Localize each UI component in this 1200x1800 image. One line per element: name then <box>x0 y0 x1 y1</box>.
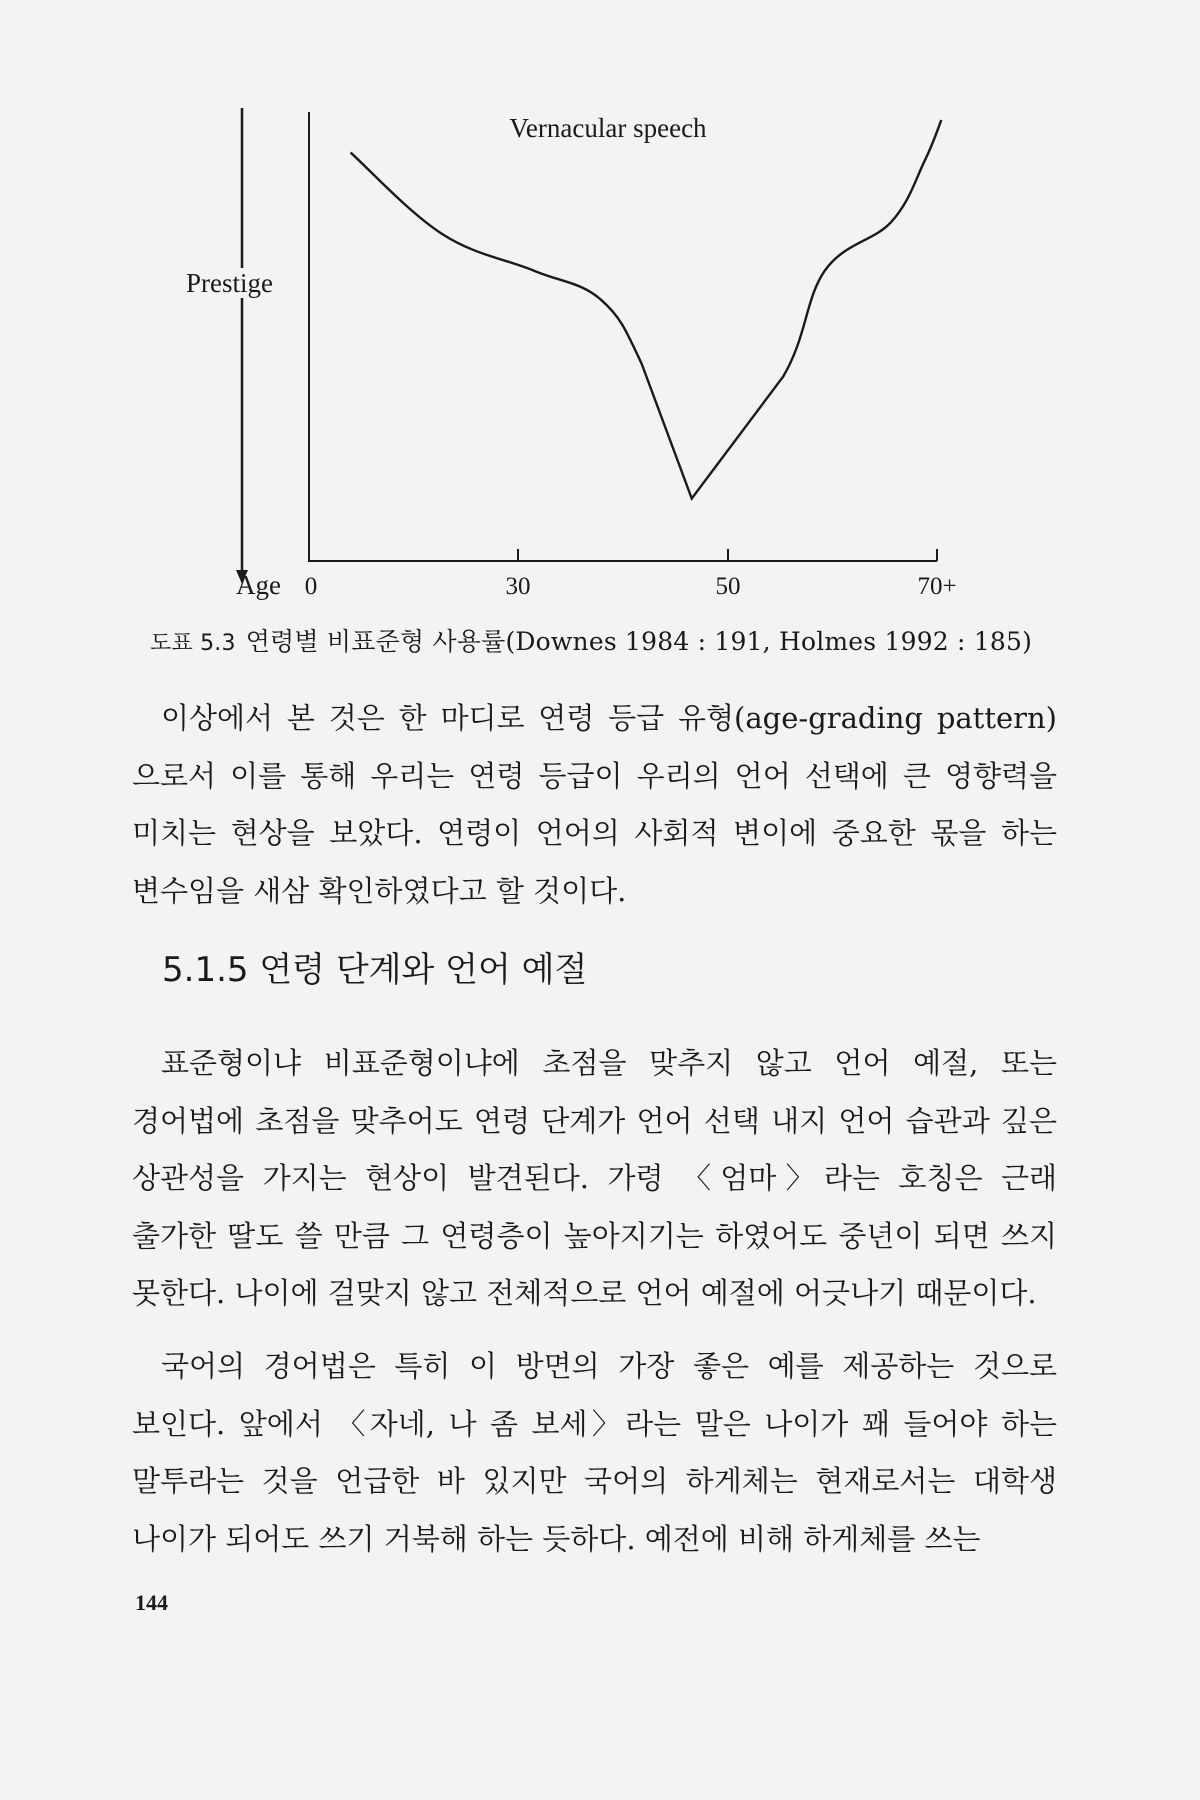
x-ticks <box>305 549 957 600</box>
figure-caption <box>150 622 1050 658</box>
section-heading: 5.1.5 연령 단계와 언어 예절 <box>162 950 588 990</box>
page-number: 144 <box>135 1590 168 1615</box>
caption-label: 도표 5.3 <box>150 631 236 656</box>
x-tick-label: 30 <box>505 573 531 600</box>
paragraph-3 <box>132 1338 1057 1568</box>
x-tick-label: 0 <box>304 573 318 600</box>
x-axis-label: Age <box>236 570 281 600</box>
chart-title: Vernacular speech <box>509 113 707 143</box>
paragraph-3-text: 국어의 경어법은 특히 이 방면의 가장 좋은 예를 제공하는 것으로 보인다. 앞에서 〈자네, 나 좀 보세〉라는 말은 나이가 꽤 들어야 하는 말투라는 것을 언급한 바 있지만 국어의 하게체는 현재로서는 대학생 나이가 되어도 쓰기 거북해 하는 듯하다. 예전에 비해 하게체를 쓰는 <box>132 1349 1057 1556</box>
paragraph-1-text: 이상에서 본 것은 한 마디로 연령 등급 유형(age-grading pattern)으로서 이를 통해 우리는 연령 등급이 우리의 언어 선택에 큰 영향력을 미치는 현상을 보았다. 연령이 언어의 사회적 변이에 중요한 몫을 하는 변수임을 새삼 확인하였다고 할 것이다. <box>132 701 1057 908</box>
y-axis-label: Prestige <box>186 268 273 298</box>
paragraph-2-text: 표준형이냐 비표준형이냐에 초점을 맞추지 않고 언어 예절, 또는 경어법에 초점을 맞추어도 연령 단계가 언어 선택 내지 언어 습관과 깊은 상관성을 가지는 현상이 발견된다. 가령 〈엄마〉라는 호칭은 근래 출가한 딸도 쓸 만큼 그 연령층이 높아지기는 하였어도 중년이 되면 쓰지 못한다. 나이에 걸맞지 않고 전체적으로 언어 예절에 어긋나기 때문이다. <box>132 1046 1057 1310</box>
series-line-vernacular-speech <box>351 120 942 499</box>
x-tick-label: 50 <box>715 573 741 600</box>
paragraph-1 <box>132 690 1057 920</box>
age-grading-chart <box>0 0 1200 640</box>
x-tick-label: 70+ <box>917 573 957 600</box>
caption-text: 연령별 비표준형 사용률(Downes 1984 : 191, Holmes 1992 : 185) <box>245 627 1033 656</box>
paragraph-2 <box>132 1035 1057 1323</box>
